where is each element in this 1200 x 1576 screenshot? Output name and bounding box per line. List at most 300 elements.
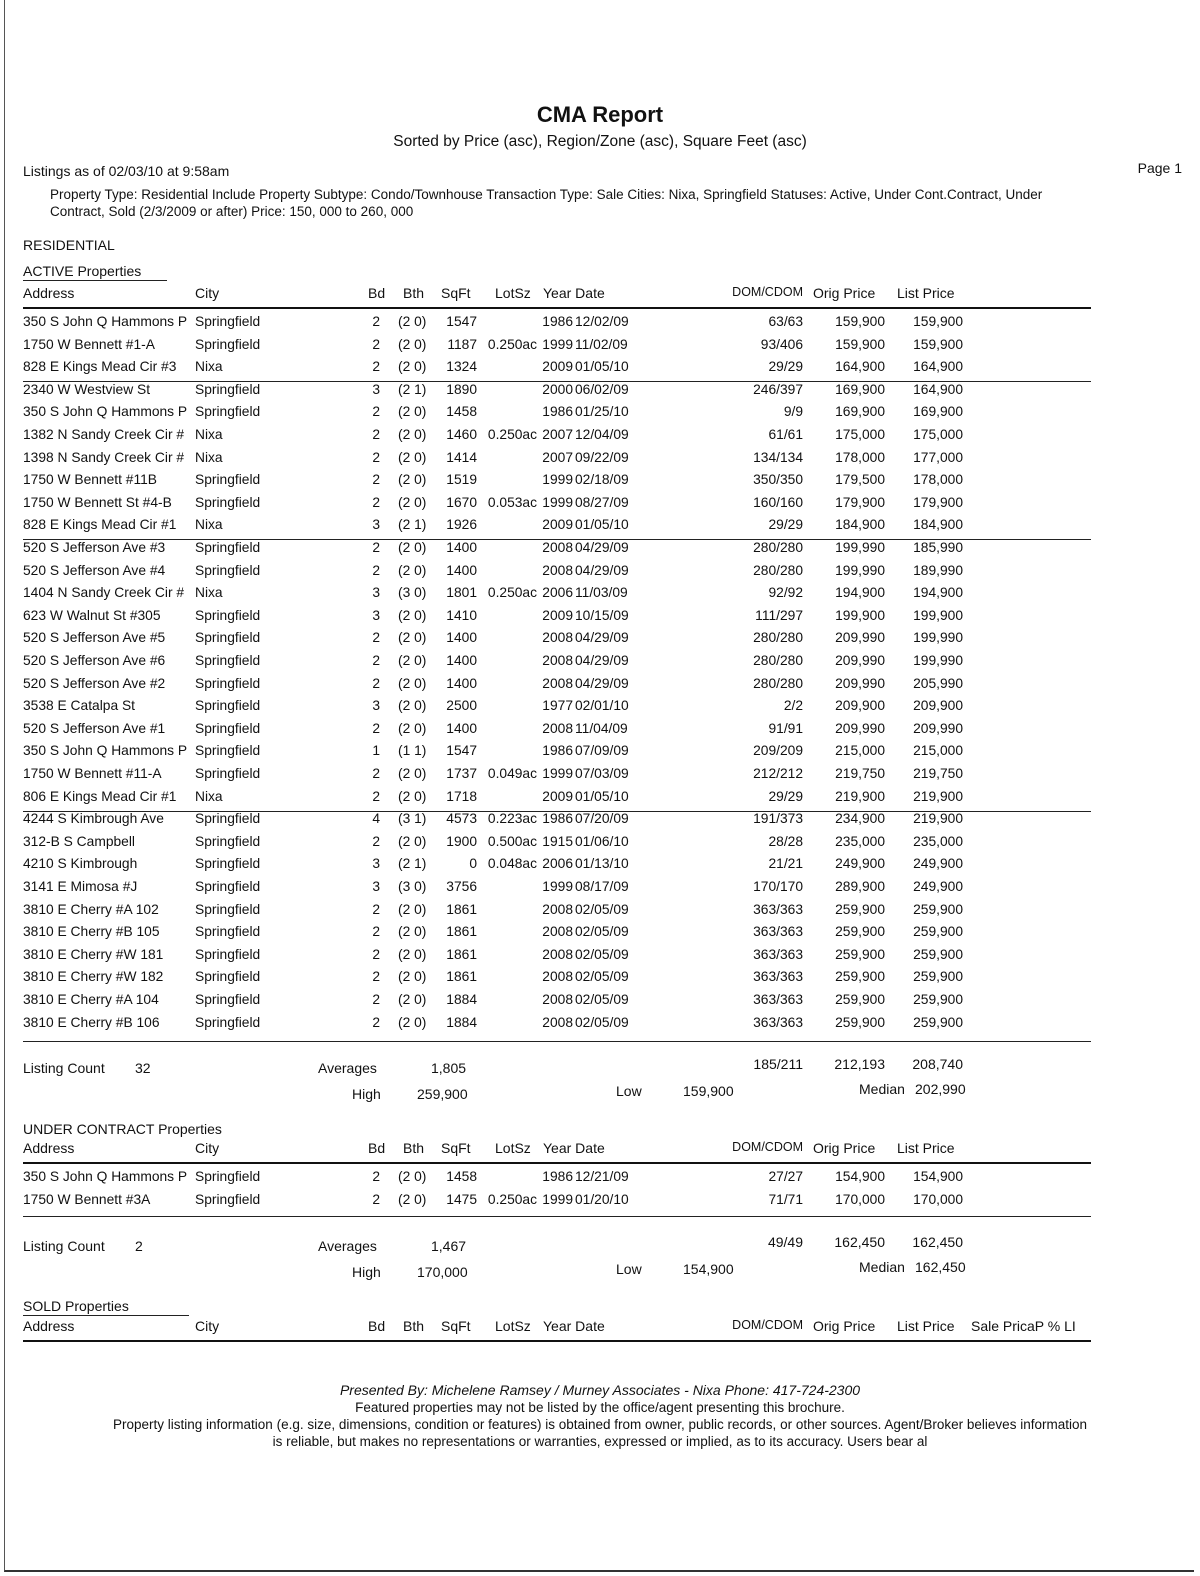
cell-sqft: 1737: [446, 766, 477, 781]
cell-orig: 289,900: [835, 879, 885, 894]
cell-dom: 246/397: [753, 381, 803, 397]
cell-list: 249,900: [913, 856, 963, 872]
cell-orig: 215,000: [835, 743, 885, 759]
cell-sqft: 1890: [446, 381, 477, 397]
cell-orig: 154,900: [835, 1169, 885, 1184]
cell-address: 1750 W Bennett #11B: [23, 472, 157, 488]
cell-sqft: 1861: [446, 946, 477, 962]
cell-address: 350 S John Q Hammons P: [23, 1169, 188, 1184]
cell-address: 3538 E Catalpa St: [23, 698, 135, 714]
low-value: 159,900: [683, 1083, 734, 1099]
cell-lot: 0.223ac: [487, 811, 537, 827]
cell-year: 2008: [542, 675, 573, 691]
cell-bd: 4: [372, 811, 380, 827]
cell-year: 1986: [542, 743, 573, 759]
cell-bd: 2: [372, 1169, 380, 1184]
median-value: 162,450: [915, 1259, 966, 1275]
col-bd: Bd: [368, 285, 386, 301]
cell-address: 3141 E Mimosa #J: [23, 879, 138, 894]
cell-sqft: 0: [469, 856, 477, 872]
table-row: [23, 879, 1091, 901]
cell-city: Springfield: [195, 630, 261, 646]
col-address: Address: [23, 1318, 75, 1334]
listing-count: 32: [135, 1060, 151, 1076]
low-label: Low: [616, 1083, 642, 1099]
cell-date: 04/29/09: [575, 675, 629, 691]
cell-city: Springfield: [195, 314, 261, 329]
sold-section-label: SOLD Properties: [23, 1298, 189, 1316]
cell-bd: 2: [372, 901, 380, 917]
cell-bth: (2 0): [398, 336, 427, 352]
table-row: [23, 924, 1091, 946]
cell-dom: 280/280: [753, 675, 803, 691]
cell-sqft: 1547: [446, 743, 477, 759]
report-footer: [0, 1382, 1200, 1450]
cell-bd: 3: [372, 517, 380, 533]
cell-city: Springfield: [195, 969, 261, 985]
cell-date: 11/02/09: [575, 336, 628, 352]
cell-date: 02/01/10: [575, 698, 629, 714]
col-bth: Bth: [403, 1140, 425, 1156]
table-row: [23, 563, 1091, 585]
cell-orig: 209,900: [835, 698, 885, 714]
cell-bd: 2: [372, 675, 380, 691]
cell-year: 2008: [542, 540, 573, 555]
table-row: [23, 743, 1091, 765]
cell-year: 2007: [542, 427, 573, 442]
cell-city: Springfield: [195, 946, 261, 962]
col-bd: Bd: [368, 1318, 386, 1334]
table-row: [23, 427, 1091, 449]
cell-address: 350 S John Q Hammons P: [23, 314, 188, 329]
cell-bth: (2 0): [398, 359, 427, 375]
cell-year: 1986: [542, 314, 573, 329]
cell-date: 04/29/09: [575, 653, 629, 668]
search-criteria: Property Type: Residential Include Property Subtype: Condo/Townhouse Transaction Type: Sale Cities: Nixa, Springfield Statuses: Active, Under Cont.Contract, Under Contract, Sold (2/3/2009 or after) Price: 150, 000 to 260, 000: [50, 187, 1043, 219]
cell-orig: 164,900: [835, 359, 885, 375]
avg-orig-price: 162,450: [834, 1234, 885, 1250]
col-dom: DOM/CDOM: [732, 285, 803, 299]
cell-date: 01/05/10: [575, 788, 629, 804]
cell-dom: 93/406: [760, 336, 803, 352]
cell-dom: 350/350: [753, 472, 803, 488]
uc-summary-separator: [23, 1216, 1091, 1217]
cell-city: Springfield: [195, 540, 261, 555]
cell-bd: 2: [372, 427, 380, 442]
table-row: [23, 789, 1091, 812]
cell-bd: 2: [372, 653, 380, 668]
cell-address: 4210 S Kimbrough: [23, 856, 138, 872]
cell-orig: 249,900: [835, 856, 885, 872]
cell-address: 1404 N Sandy Creek Cir #: [23, 585, 185, 601]
table-row: [23, 404, 1091, 426]
table-row: [23, 1169, 1091, 1191]
table-row: [23, 902, 1091, 924]
cell-sqft: 1414: [446, 449, 477, 465]
cell-sqft: 1801: [446, 585, 477, 601]
cell-orig: 259,900: [835, 969, 885, 985]
cell-lot: 0.048ac: [487, 856, 537, 872]
table-row: [23, 947, 1091, 969]
cell-bth: (2 0): [398, 630, 427, 646]
cell-sqft: 1400: [446, 630, 477, 646]
cell-list: 259,900: [913, 946, 963, 962]
cell-dom: 27/27: [768, 1169, 803, 1184]
cell-dom: 280/280: [753, 540, 803, 555]
cell-city: Nixa: [195, 585, 223, 601]
cell-bth: (2 0): [398, 540, 427, 555]
cell-year: 1986: [542, 404, 573, 420]
col-sale-price: Sale PricaP % LI: [971, 1318, 1076, 1334]
listings-as-of: Listings as of 02/03/10 at 9:58am: [23, 163, 230, 179]
cell-dom: 363/363: [753, 992, 803, 1007]
table-row: [23, 698, 1091, 720]
averages-label: Averages: [318, 1060, 377, 1076]
listing-count: 2: [135, 1238, 143, 1254]
cell-bth: (3 0): [398, 585, 427, 601]
avg-orig-price: 212,193: [834, 1056, 885, 1072]
cell-address: 3810 E Cherry #B 105: [23, 924, 160, 940]
cell-city: Springfield: [195, 675, 261, 691]
cell-city: Springfield: [195, 336, 261, 352]
low-value: 154,900: [683, 1261, 734, 1277]
cell-lot: 0.250ac: [487, 1191, 537, 1207]
cell-year: 2006: [542, 585, 573, 601]
cell-orig: 179,900: [835, 494, 885, 510]
table-row: [23, 992, 1091, 1014]
table-row: [23, 1192, 1091, 1214]
cell-city: Nixa: [195, 788, 223, 804]
cell-year: 2009: [542, 359, 573, 375]
table-row: [23, 1015, 1091, 1037]
cell-address: 3810 E Cherry #W 182: [23, 969, 164, 985]
cell-bd: 2: [372, 720, 380, 736]
cell-sqft: 1187: [447, 336, 477, 352]
col-year-date: Year Date: [543, 285, 605, 301]
col-list-price: List Price: [897, 1140, 955, 1156]
median-value: 202,990: [915, 1081, 966, 1097]
cell-address: 1398 N Sandy Creek Cir #: [23, 449, 185, 465]
cell-dom: 170/170: [753, 879, 803, 894]
cell-bth: (2 1): [398, 517, 427, 533]
cell-address: 1750 W Bennett #11-A: [23, 766, 162, 781]
col-address: Address: [23, 285, 75, 301]
cell-sqft: 1400: [446, 653, 477, 668]
cell-city: Springfield: [195, 924, 261, 940]
table-row: [23, 450, 1091, 472]
cell-list: 205,990: [913, 675, 963, 691]
cell-year: 2009: [542, 517, 573, 533]
cell-bd: 3: [372, 585, 380, 601]
cell-date: 11/03/09: [575, 585, 628, 601]
table-row: [23, 382, 1091, 404]
cell-year: 2008: [542, 969, 573, 985]
cell-city: Springfield: [195, 856, 261, 872]
avg-list-price: 162,450: [912, 1234, 963, 1250]
table-row: [23, 969, 1091, 991]
cell-address: 806 E Kings Mead Cir #1: [23, 788, 177, 804]
cell-city: Springfield: [195, 698, 261, 714]
cell-sqft: 1926: [446, 517, 477, 533]
col-bth: Bth: [403, 285, 425, 301]
cell-orig: 194,900: [835, 585, 885, 601]
cell-bth: (2 0): [398, 449, 427, 465]
cell-sqft: 1670: [446, 494, 477, 510]
cell-list: 259,900: [913, 924, 963, 940]
cell-bth: (2 0): [398, 562, 427, 578]
cell-address: 520 S Jefferson Ave #6: [23, 653, 166, 668]
cell-city: Springfield: [195, 1014, 261, 1030]
cell-bd: 2: [372, 833, 380, 849]
cell-list: 199,990: [913, 630, 963, 646]
cell-city: Springfield: [195, 992, 261, 1007]
cell-dom: 363/363: [753, 901, 803, 917]
cell-bth: (2 0): [398, 698, 427, 714]
avg-dom: 49/49: [767, 1234, 803, 1250]
cell-sqft: 1400: [446, 562, 477, 578]
under-contract-table-header: [23, 1140, 1091, 1164]
cell-year: 2008: [542, 653, 573, 668]
cell-city: Springfield: [195, 811, 261, 827]
cell-bth: (2 0): [398, 833, 427, 849]
cell-lot: 0.049ac: [487, 766, 537, 781]
footer-line-3: Property listing information (e.g. size, dimensions, condition or features) is obtained from owner, public records, or other sources. Agent/Broker believes information: [113, 1417, 1087, 1432]
cell-address: 3810 E Cherry #A 102: [23, 901, 159, 917]
cell-year: 2009: [542, 607, 573, 623]
cell-dom: 160/160: [753, 494, 803, 510]
cell-city: Nixa: [195, 359, 223, 375]
cell-year: 2008: [542, 992, 573, 1007]
cell-bth: (2 0): [398, 1191, 427, 1207]
table-row: [23, 766, 1091, 788]
cell-bd: 2: [372, 1191, 380, 1207]
cell-bd: 2: [372, 359, 380, 375]
cell-date: 12/02/09: [575, 314, 629, 329]
cell-sqft: 1324: [446, 359, 477, 375]
cell-list: 169,900: [913, 404, 963, 420]
cell-bth: (2 1): [398, 856, 427, 872]
cell-bth: (2 0): [398, 607, 427, 623]
col-bth: Bth: [403, 1318, 425, 1334]
cell-dom: 29/29: [768, 359, 803, 375]
cell-orig: 184,900: [835, 517, 885, 533]
cell-bth: (2 0): [398, 653, 427, 668]
cell-orig: 175,000: [835, 427, 885, 442]
cell-date: 01/20/10: [575, 1191, 629, 1207]
col-dom: DOM/CDOM: [732, 1318, 803, 1332]
cell-date: 04/29/09: [575, 562, 629, 578]
cell-bd: 2: [372, 494, 380, 510]
cell-year: 2008: [542, 946, 573, 962]
cell-address: 3810 E Cherry #B 106: [23, 1014, 160, 1030]
cell-list: 170,000: [913, 1191, 963, 1207]
cell-list: 177,000: [913, 449, 963, 465]
cell-list: 259,900: [913, 901, 963, 917]
cell-year: 1915: [542, 833, 573, 849]
cell-orig: 259,900: [835, 1014, 885, 1030]
cell-list: 199,990: [913, 653, 963, 668]
cell-sqft: 1400: [446, 540, 477, 555]
cell-city: Springfield: [195, 743, 261, 759]
cell-lot: 0.250ac: [487, 336, 537, 352]
under-contract-section-label: UNDER CONTRACT Properties: [23, 1121, 222, 1137]
cell-date: 10/15/09: [575, 607, 629, 623]
cell-bd: 2: [372, 314, 380, 329]
table-row: [23, 585, 1091, 607]
cell-list: 189,990: [913, 562, 963, 578]
cell-bd: 2: [372, 449, 380, 465]
high-label: High: [352, 1086, 381, 1102]
cell-dom: 21/21: [768, 856, 803, 872]
high-value: 259,900: [417, 1086, 468, 1102]
table-row: [23, 630, 1091, 652]
cell-sqft: 1884: [446, 1014, 477, 1030]
cell-date: 12/04/09: [575, 427, 629, 442]
table-row: [23, 359, 1091, 382]
cell-list: 219,900: [913, 788, 963, 804]
cell-sqft: 1547: [446, 314, 477, 329]
cell-sqft: 1900: [446, 833, 477, 849]
cell-address: 4244 S Kimbrough Ave: [23, 811, 164, 827]
cell-year: 2006: [542, 856, 573, 872]
cell-city: Springfield: [195, 901, 261, 917]
cell-bd: 2: [372, 924, 380, 940]
cell-list: 179,900: [913, 494, 963, 510]
footer-line-2: Featured properties may not be listed by the office/agent presenting this brochure.: [355, 1400, 845, 1415]
cell-sqft: 1400: [446, 675, 477, 691]
cell-orig: 259,900: [835, 992, 885, 1007]
cell-lot: 0.500ac: [487, 833, 537, 849]
table-row: [23, 721, 1091, 743]
col-list-price: List Price: [897, 1318, 955, 1334]
cell-dom: 111/297: [755, 607, 803, 623]
cell-bth: (2 0): [398, 314, 427, 329]
cell-sqft: 4573: [446, 811, 477, 827]
cell-list: 178,000: [913, 472, 963, 488]
uc-summary: [23, 1234, 1091, 1288]
col-sqft: SqFt: [441, 1140, 471, 1156]
cell-year: 2008: [542, 562, 573, 578]
cell-year: 1999: [542, 766, 573, 781]
cell-bth: (2 0): [398, 1014, 427, 1030]
cell-city: Springfield: [195, 607, 261, 623]
table-row: [23, 314, 1091, 336]
cell-dom: 280/280: [753, 630, 803, 646]
cell-city: Springfield: [195, 381, 261, 397]
cell-date: 01/13/10: [575, 856, 629, 872]
cell-bth: (2 0): [398, 720, 427, 736]
cell-dom: 363/363: [753, 969, 803, 985]
avg-dom: 185/211: [753, 1056, 803, 1072]
cell-dom: 29/29: [768, 788, 803, 804]
cell-date: 08/27/09: [575, 494, 629, 510]
cell-bd: 1: [372, 743, 380, 759]
cell-city: Springfield: [195, 833, 261, 849]
cell-orig: 259,900: [835, 924, 885, 940]
cell-address: 3810 E Cherry #W 181: [23, 946, 164, 962]
table-row: [23, 495, 1091, 517]
cell-city: Springfield: [195, 404, 261, 420]
cell-city: Springfield: [195, 1191, 261, 1207]
cell-orig: 179,500: [835, 472, 885, 488]
cell-date: 01/05/10: [575, 517, 629, 533]
col-city: City: [195, 285, 220, 301]
median-label: Median: [859, 1081, 905, 1097]
cell-year: 1986: [542, 811, 573, 827]
cell-list: 219,750: [913, 766, 963, 781]
cell-orig: 259,900: [835, 901, 885, 917]
cell-orig: 169,900: [835, 381, 885, 397]
cell-orig: 209,990: [835, 630, 885, 646]
cell-address: 520 S Jefferson Ave #2: [23, 675, 166, 691]
cell-dom: 9/9: [783, 404, 803, 420]
col-sqft: SqFt: [441, 1318, 471, 1334]
cell-city: Springfield: [195, 472, 261, 488]
cell-city: Springfield: [195, 653, 261, 668]
cell-lot: 0.053ac: [487, 494, 537, 510]
col-lotsz: LotSz: [495, 1140, 531, 1156]
cell-dom: 363/363: [753, 924, 803, 940]
cell-bd: 2: [372, 472, 380, 488]
cell-year: 1977: [542, 698, 573, 714]
cell-bth: (2 0): [398, 788, 427, 804]
cell-dom: 363/363: [753, 946, 803, 962]
cell-address: 2340 W Westview St: [23, 381, 151, 397]
table-row: [23, 608, 1091, 630]
col-bd: Bd: [368, 1140, 386, 1156]
cell-date: 04/29/09: [575, 630, 629, 646]
cell-list: 259,900: [913, 1014, 963, 1030]
cell-bth: (3 0): [398, 879, 427, 894]
cell-list: 209,990: [913, 720, 963, 736]
cell-orig: 209,990: [835, 675, 885, 691]
table-row: [23, 540, 1091, 562]
cell-list: 185,990: [913, 540, 963, 555]
cell-list: 199,900: [913, 607, 963, 623]
cell-list: 159,900: [913, 314, 963, 329]
cell-sqft: 1400: [446, 720, 477, 736]
cell-bd: 3: [372, 698, 380, 714]
cell-sqft: 1460: [446, 427, 477, 442]
cell-bd: 2: [372, 969, 380, 985]
cell-sqft: 1519: [446, 472, 477, 488]
table-row: [23, 472, 1091, 494]
cell-bd: 3: [372, 856, 380, 872]
table-row: [23, 337, 1091, 359]
page-number: Page 1: [1137, 160, 1182, 176]
cell-orig: 234,900: [835, 811, 885, 827]
cell-date: 02/05/09: [575, 1014, 629, 1030]
cell-bd: 3: [372, 607, 380, 623]
cell-dom: 92/92: [768, 585, 803, 601]
report-title: CMA Report: [536, 102, 664, 127]
cell-orig: 219,900: [835, 788, 885, 804]
cell-orig: 159,900: [835, 314, 885, 329]
cell-dom: 29/29: [768, 517, 803, 533]
avg-list-price: 208,740: [912, 1056, 963, 1072]
cell-orig: 219,750: [835, 766, 885, 781]
cell-list: 215,000: [913, 743, 963, 759]
cell-address: 1750 W Bennett St #4-B: [23, 494, 172, 510]
cell-orig: 259,900: [835, 946, 885, 962]
table-row: [23, 676, 1091, 698]
cell-list: 209,900: [913, 698, 963, 714]
cell-orig: 169,900: [835, 404, 885, 420]
cell-bth: (2 0): [398, 992, 427, 1007]
cell-city: Springfield: [195, 766, 261, 781]
cell-date: 07/09/09: [575, 743, 629, 759]
col-orig-price: Orig Price: [813, 285, 876, 301]
